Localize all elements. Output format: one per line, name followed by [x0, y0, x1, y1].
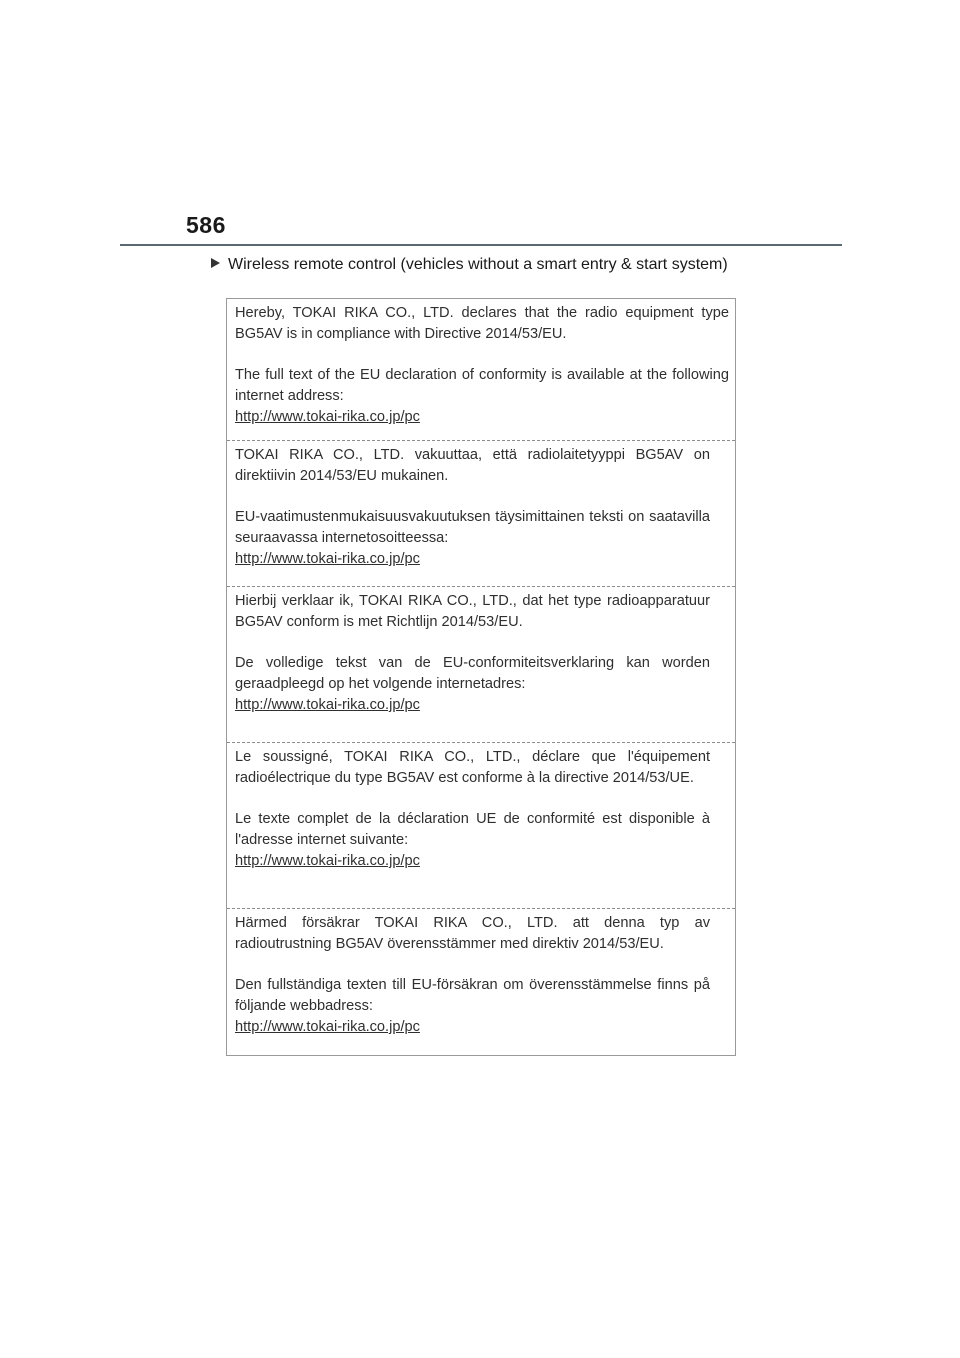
section-heading	[211, 256, 728, 274]
declaration-statement: Le soussigné, TOKAI RIKA CO., LTD., déclare que l'équipement radioélectrique du type BG5AV est conforme à la directive 2014/53/UE.	[235, 749, 710, 786]
declaration-availability: The full text of the EU declaration of conformity is available at the following internet address:	[235, 367, 729, 404]
declaration-statement: TOKAI RIKA CO., LTD. vakuuttaa, että radiolaitetyyppi BG5AV on direktiivin 2014/53/EU mukainen.	[235, 447, 710, 484]
declaration-url-link[interactable]: http://www.tokai-rika.co.jp/pc	[235, 853, 420, 869]
declaration-availability: EU-vaatimustenmukaisuusvakuutuksen täysimittainen teksti on saatavilla seuraavassa internetosoitteessa:	[235, 509, 710, 546]
declaration-french	[227, 742, 735, 908]
declaration-url-link[interactable]: http://www.tokai-rika.co.jp/pc	[235, 697, 420, 713]
section-heading-text: Wireless remote control (vehicles without a smart entry & start system)	[228, 256, 728, 273]
declaration-finnish	[227, 440, 735, 586]
page-number: 586	[186, 212, 226, 238]
declaration-english	[227, 299, 735, 440]
declaration-swedish	[227, 908, 735, 1055]
declarations-box	[226, 298, 736, 1056]
declaration-url-link[interactable]: http://www.tokai-rika.co.jp/pc	[235, 551, 420, 567]
declaration-url-link[interactable]: http://www.tokai-rika.co.jp/pc	[235, 1019, 420, 1035]
triangle-bullet-icon	[211, 258, 220, 268]
declaration-url-link[interactable]: http://www.tokai-rika.co.jp/pc	[235, 409, 420, 425]
declaration-statement: Hierbij verklaar ik, TOKAI RIKA CO., LTD., dat het type radioapparatuur BG5AV conform is met Richtlijn 2014/53/EU.	[235, 593, 710, 630]
declaration-availability: Le texte complet de la déclaration UE de conformité est disponible à l'adresse internet suivante:	[235, 811, 710, 848]
declaration-statement: Härmed försäkrar TOKAI RIKA CO., LTD. att denna typ av radioutrustning BG5AV överensstämmer med direktiv 2014/53/EU.	[235, 915, 710, 952]
declaration-dutch	[227, 586, 735, 742]
header-rule	[120, 244, 842, 246]
declaration-statement: Hereby, TOKAI RIKA CO., LTD. declares that the radio equipment type BG5AV is in compliance with Directive 2014/53/EU.	[235, 305, 729, 342]
declaration-availability: De volledige tekst van de EU-conformiteitsverklaring kan worden geraadpleegd op het volgende internetadres:	[235, 655, 710, 692]
declaration-availability: Den fullständiga texten till EU-försäkran om överensstämmelse finns på följande webbadress:	[235, 977, 710, 1014]
